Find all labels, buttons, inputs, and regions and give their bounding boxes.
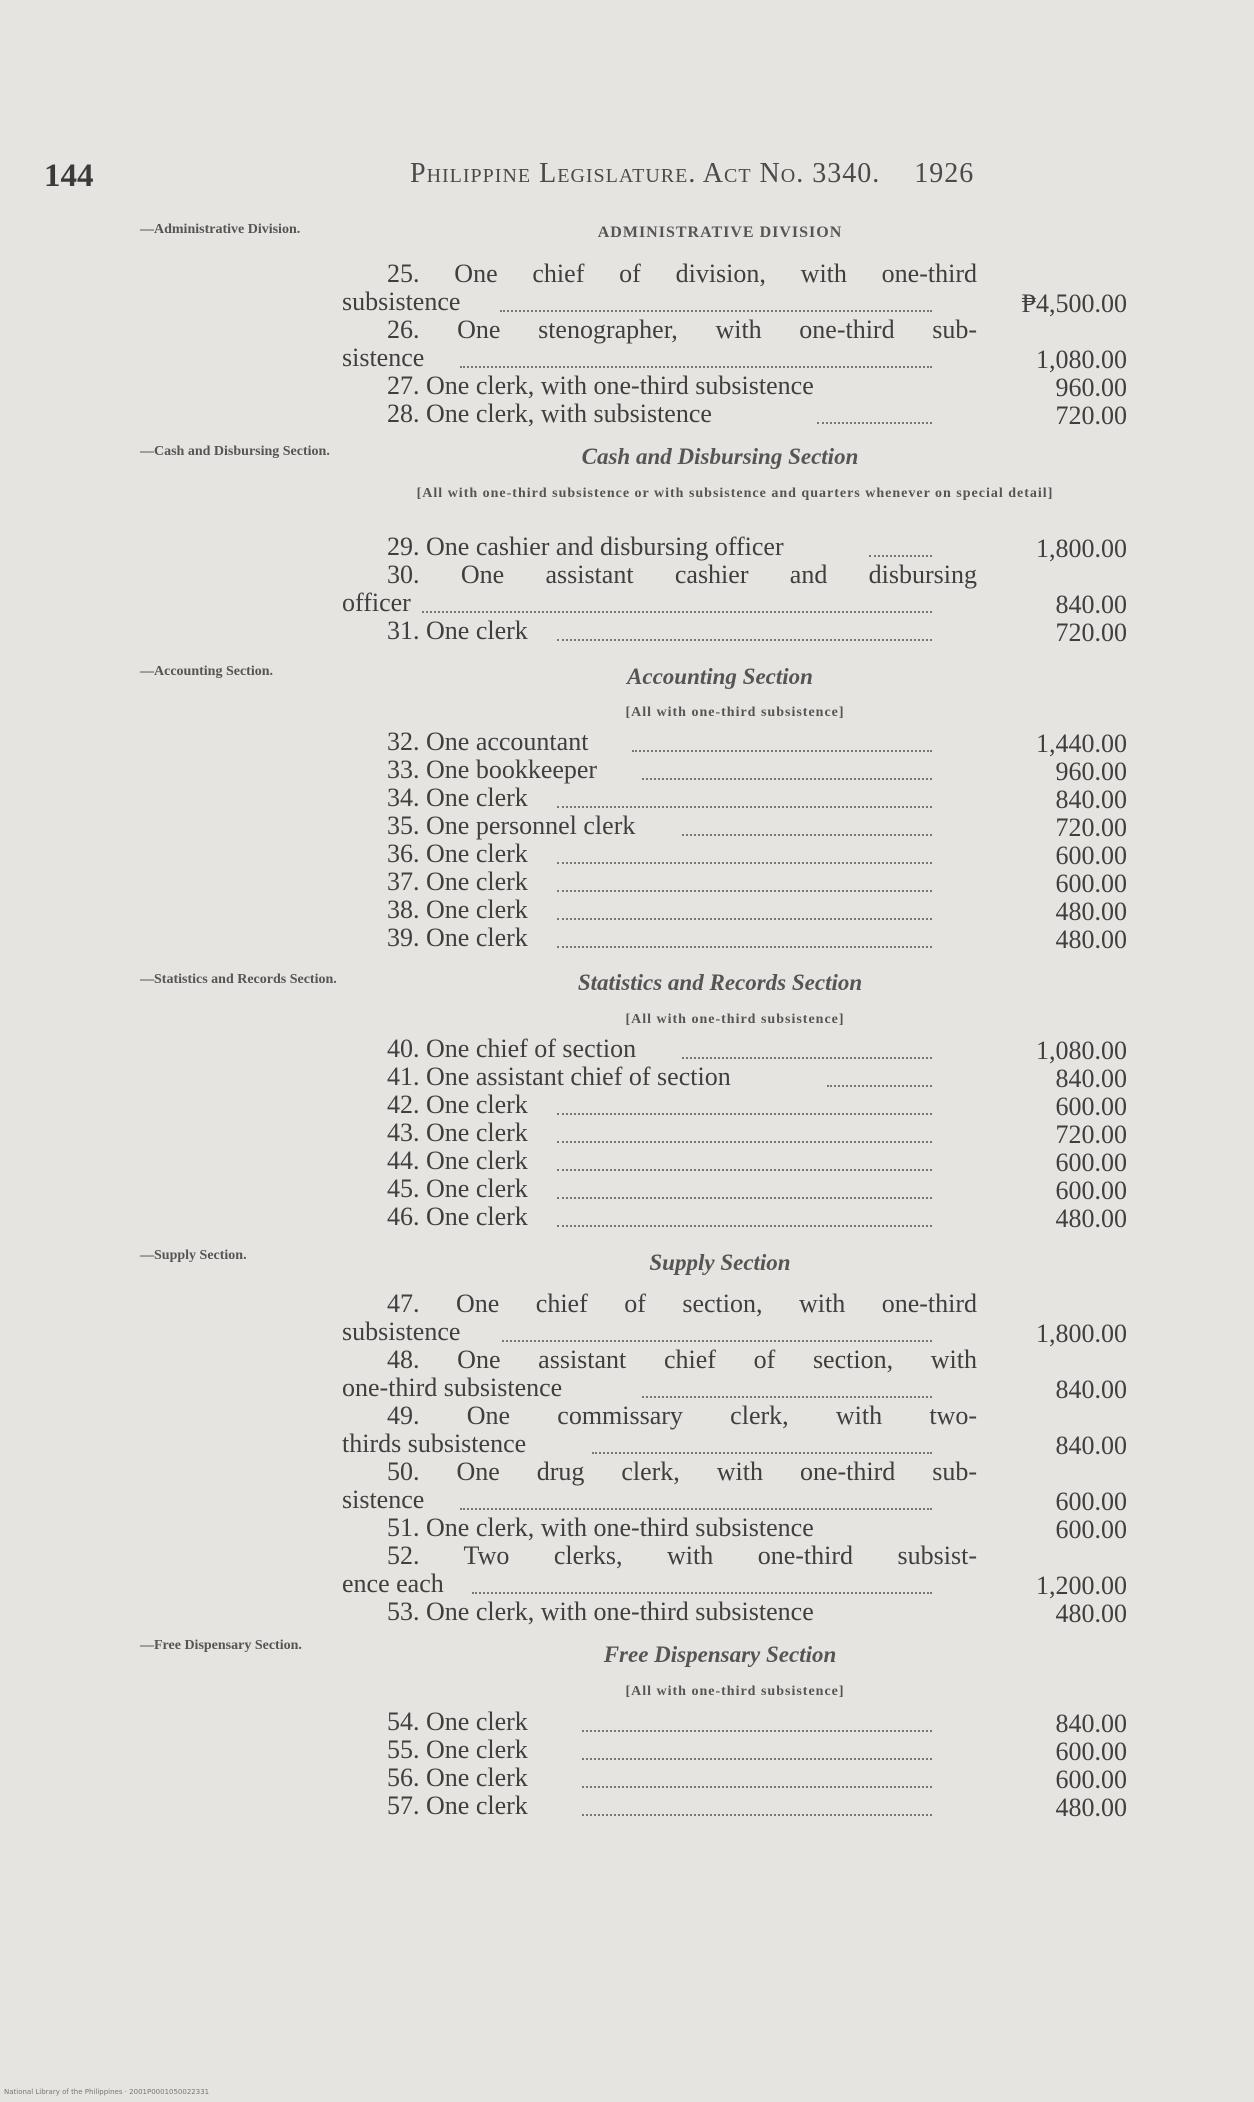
item-description: 42. One clerk <box>387 1090 528 1119</box>
item-amount: 1,800.00 <box>1036 534 1127 563</box>
dot-leader <box>557 1141 932 1143</box>
list-item <box>342 1091 1127 1119</box>
item-amount: 480.00 <box>1055 1793 1127 1822</box>
item-description: 47. One chief of section, with one-third <box>387 1289 977 1318</box>
item-description: 49. One commissary clerk, with two- <box>387 1401 977 1430</box>
item-amount: 720.00 <box>1055 618 1127 647</box>
item-amount: 600.00 <box>1055 1092 1127 1121</box>
dot-leader <box>557 1225 932 1227</box>
item-amount: 600.00 <box>1055 1176 1127 1205</box>
list-item <box>342 1035 1127 1063</box>
dot-leader <box>632 750 932 752</box>
item-amount: 840.00 <box>1055 1709 1127 1738</box>
item-amount: 840.00 <box>1055 1375 1127 1404</box>
dot-leader <box>582 1814 932 1816</box>
item-description: 54. One clerk <box>387 1707 528 1736</box>
list-item <box>342 1542 1127 1598</box>
item-amount: 1,080.00 <box>1036 1036 1127 1065</box>
item-amount: 1,200.00 <box>1036 1571 1127 1600</box>
margin-note-accounting: —Accounting Section. <box>140 664 273 679</box>
dot-leader <box>557 1197 932 1199</box>
list-item <box>342 1792 1127 1820</box>
list-item <box>342 1764 1127 1792</box>
item-description: 36. One clerk <box>387 839 528 868</box>
dot-leader <box>502 1340 932 1342</box>
list-item <box>342 840 1127 868</box>
list-item <box>342 1346 1127 1402</box>
item-description: 37. One clerk <box>387 867 528 896</box>
section-heading-supply: Supply Section <box>649 1250 791 1275</box>
list-item <box>342 533 1127 561</box>
item-description: 34. One clerk <box>387 783 528 812</box>
dot-leader <box>682 834 932 836</box>
item-description: 46. One clerk <box>387 1202 528 1231</box>
dot-leader <box>557 946 932 948</box>
dot-leader <box>642 1396 932 1398</box>
list-item <box>342 1402 1127 1458</box>
dot-leader <box>460 1508 932 1510</box>
item-description: 39. One clerk <box>387 923 528 952</box>
item-amount: 600.00 <box>1055 841 1127 870</box>
list-item <box>342 1175 1127 1203</box>
margin-note-administrative-division: —Administrative Division. <box>140 222 301 237</box>
item-description-continued: sistence <box>342 1485 425 1514</box>
item-description-continued: officer <box>342 588 411 617</box>
item-amount: 1,080.00 <box>1036 345 1127 374</box>
item-amount: 840.00 <box>1055 785 1127 814</box>
dot-leader <box>557 918 932 920</box>
margin-note-supply: —Supply Section. <box>140 1248 247 1263</box>
item-description: 26. One stenographer, with one-third sub- <box>387 315 977 344</box>
dot-leader <box>827 1085 932 1087</box>
dot-leader <box>557 1113 932 1115</box>
list-item <box>342 1736 1127 1764</box>
item-amount: ₱4,500.00 <box>1021 289 1127 318</box>
dot-leader <box>682 1057 932 1059</box>
item-description-continued: ence each <box>342 1569 444 1598</box>
dot-leader <box>869 555 932 557</box>
running-year: 1926 <box>914 158 975 189</box>
item-amount: 960.00 <box>1055 373 1127 402</box>
item-amount: 480.00 <box>1055 1204 1127 1233</box>
list-item <box>342 896 1127 924</box>
page-number: 144 <box>44 158 94 194</box>
item-description: 55. One clerk <box>387 1735 528 1764</box>
item-amount: 1,800.00 <box>1036 1319 1127 1348</box>
list-item <box>342 1063 1127 1091</box>
item-description: 40. One chief of section <box>387 1034 637 1063</box>
dot-leader <box>557 862 932 864</box>
list-item <box>342 1147 1127 1175</box>
item-amount: 960.00 <box>1055 757 1127 786</box>
item-description: 50. One drug clerk, with one-third sub- <box>387 1457 977 1486</box>
dot-leader <box>460 366 932 368</box>
margin-note-statistics-and-records: —Statistics and Records Section. <box>140 972 337 987</box>
dot-leader <box>557 639 932 641</box>
section-heading-administrative-division: ADMINISTRATIVE DIVISION <box>597 224 843 241</box>
dot-leader <box>582 1758 932 1760</box>
item-amount: 840.00 <box>1055 590 1127 619</box>
list-item <box>342 1203 1127 1231</box>
list-item <box>342 617 1127 645</box>
dot-leader <box>582 1730 932 1732</box>
item-amount: 600.00 <box>1055 1765 1127 1794</box>
item-description: 45. One clerk <box>387 1174 528 1203</box>
item-amount: 840.00 <box>1055 1431 1127 1460</box>
item-amount: 720.00 <box>1055 813 1127 842</box>
item-description: 35. One personnel clerk <box>387 811 636 840</box>
item-description: 56. One clerk <box>387 1763 528 1792</box>
item-amount: 720.00 <box>1055 401 1127 430</box>
item-description-continued: sistence <box>342 343 425 372</box>
list-item <box>342 400 1127 428</box>
list-item <box>342 1119 1127 1147</box>
margin-note-cash-and-disbursing: —Cash and Disbursing Section. <box>140 444 330 459</box>
item-description: 44. One clerk <box>387 1146 528 1175</box>
item-description: 25. One chief of division, with one-third <box>387 259 977 288</box>
list-item <box>342 561 1127 617</box>
list-item <box>342 1290 1127 1346</box>
item-description: 32. One accountant <box>387 727 589 756</box>
dot-leader <box>817 422 932 424</box>
running-head <box>410 158 974 190</box>
item-amount: 600.00 <box>1055 869 1127 898</box>
section-heading-free-dispensary: Free Dispensary Section <box>603 1642 837 1667</box>
item-amount: 480.00 <box>1055 897 1127 926</box>
item-description-continued: subsistence <box>342 287 461 316</box>
item-amount: 600.00 <box>1055 1487 1127 1516</box>
margin-note-free-dispensary: —Free Dispensary Section. <box>140 1638 302 1653</box>
item-amount: 480.00 <box>1055 925 1127 954</box>
list-item <box>342 260 1127 316</box>
item-amount: 600.00 <box>1055 1737 1127 1766</box>
item-description-continued: subsistence <box>342 1317 461 1346</box>
list-item <box>342 756 1127 784</box>
dot-leader <box>642 778 932 780</box>
list-item <box>342 1708 1127 1736</box>
list-item <box>342 728 1127 756</box>
item-description-continued: thirds subsistence <box>342 1429 527 1458</box>
item-description: 51. One clerk, with one-third subsistence <box>387 1513 814 1542</box>
dot-leader <box>592 1452 932 1454</box>
list-item <box>342 784 1127 812</box>
item-description: 48. One assistant chief of section, with <box>387 1345 977 1374</box>
list-item <box>342 1458 1127 1514</box>
item-amount: 1,440.00 <box>1036 729 1127 758</box>
section-note-free-dispensary: [All with one-third subsistence] <box>625 1684 845 1699</box>
running-title: Philippine Legislature. Act No. 3340. <box>410 158 881 189</box>
section-heading-cash-and-disbursing: Cash and Disbursing Section <box>581 444 859 469</box>
dot-leader <box>557 890 932 892</box>
list-item <box>342 1598 1127 1626</box>
item-description: 31. One clerk <box>387 616 528 645</box>
dot-leader <box>557 1169 932 1171</box>
item-amount: 720.00 <box>1055 1120 1127 1149</box>
item-description: 28. One clerk, with subsistence <box>387 399 712 428</box>
item-description: 41. One assistant chief of section <box>387 1062 731 1091</box>
item-amount: 480.00 <box>1055 1599 1127 1628</box>
dot-leader <box>500 310 932 312</box>
section-heading-statistics-and-records: Statistics and Records Section <box>577 970 863 995</box>
item-description-continued: one-third subsistence <box>342 1373 563 1402</box>
item-description: 38. One clerk <box>387 895 528 924</box>
list-item <box>342 924 1127 952</box>
item-description: 52. Two clerks, with one-third subsist- <box>387 1541 977 1570</box>
item-description: 43. One clerk <box>387 1118 528 1147</box>
item-description: 57. One clerk <box>387 1791 528 1820</box>
item-amount: 840.00 <box>1055 1064 1127 1093</box>
item-description: 30. One assistant cashier and disbursing <box>387 560 977 589</box>
list-item <box>342 1514 1127 1542</box>
item-description: 27. One clerk, with one-third subsistence <box>387 371 814 400</box>
scan-footer: National Library of the Philippines · 2001P0001050022331 <box>4 2088 210 2096</box>
list-item <box>342 316 1127 372</box>
dot-leader <box>582 1786 932 1788</box>
list-item <box>342 372 1127 400</box>
section-heading-accounting: Accounting Section <box>627 664 813 689</box>
section-note-cash-and-disbursing: [All with one-third subsistence or with subsistence and quarters whenever on special detail] <box>416 486 1054 501</box>
list-item <box>342 868 1127 896</box>
section-note-statistics-and-records: [All with one-third subsistence] <box>625 1012 845 1027</box>
section-note-accounting: [All with one-third subsistence] <box>625 705 845 720</box>
item-description: 29. One cashier and disbursing officer <box>387 532 784 561</box>
item-description: 53. One clerk, with one-third subsistence <box>387 1597 814 1626</box>
list-item <box>342 812 1127 840</box>
item-amount: 600.00 <box>1055 1515 1127 1544</box>
dot-leader <box>557 806 932 808</box>
dot-leader <box>472 1592 932 1594</box>
dot-leader <box>422 611 932 613</box>
item-amount: 600.00 <box>1055 1148 1127 1177</box>
item-description: 33. One bookkeeper <box>387 755 598 784</box>
